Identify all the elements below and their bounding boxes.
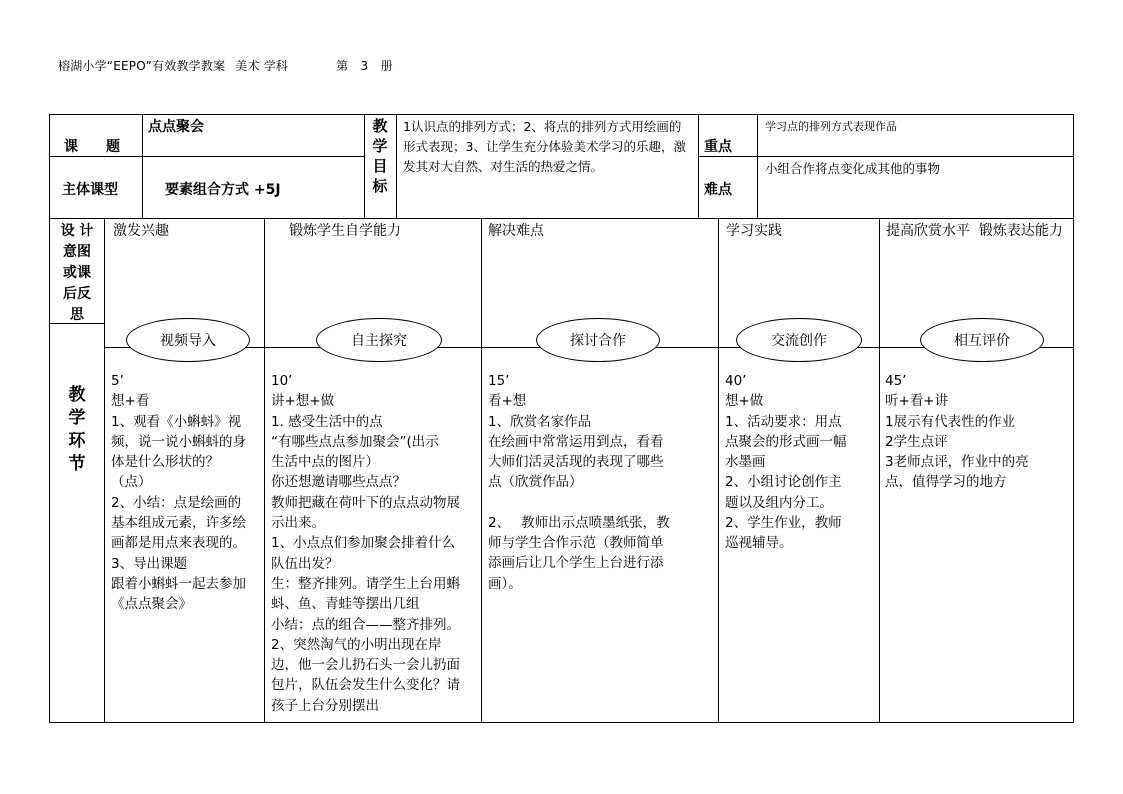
column-line: 题以及组内分工。 [725, 494, 833, 511]
design-label-line: 或课 [63, 265, 91, 281]
column-line: 蚪、鱼、青蛙等摆出几组 [271, 596, 420, 613]
column-line: 水墨画 [725, 454, 766, 471]
column-line: 跟着小蝌蚪一起去参加 [111, 575, 246, 592]
step-name-4: 交流创作 [771, 333, 827, 349]
design-label-line: 意图 [63, 244, 91, 260]
intent-1: 激发兴趣 [113, 223, 169, 239]
column-line: 队伍出发？ [271, 555, 339, 572]
column-line: 2学生点评 [885, 433, 948, 450]
step-column-4 [725, 371, 877, 554]
design-label-line: 设 计 [60, 223, 94, 239]
topic-value: 点点聚会 [148, 119, 204, 135]
steps-label-char: 环 [68, 431, 86, 451]
column-line: 大师们活灵活现的表现了哪些 [488, 454, 664, 471]
column-line: “有哪些点点参加聚会”(出示 [271, 433, 439, 450]
intent-2: 锻炼学生自学能力 [289, 223, 401, 239]
step-name-3: 探讨合作 [570, 333, 626, 349]
column-line: 2、 教师出示点喷墨纸张，教 [488, 514, 670, 531]
goal-label-char: 标 [372, 177, 388, 195]
column-time: 15’ [488, 373, 510, 389]
intent-3: 解决难点 [488, 223, 544, 239]
column-line: 点聚会的形式画一幅 [725, 433, 847, 450]
key-value: 学习点的排列方式表现作品 [765, 120, 897, 133]
column-line: 2、小结：点是绘画的 [111, 494, 242, 511]
column-line: 3老师点评，作业中的亮 [885, 454, 1029, 471]
key-label: 重点 [704, 139, 732, 155]
intent-5: 提高欣赏水平 锻炼表达能力 [886, 223, 1063, 239]
step-ellipse-5 [920, 318, 1044, 362]
column-line: 在绘画中常常运用到点，看看 [488, 433, 664, 450]
column-line: 2、学生作业，教师 [725, 515, 842, 532]
column-line: 点，值得学习的地方 [885, 474, 1007, 491]
goals-text: 1认识点的排列方式；2、将点的排列方式用绘画的形式表现；3、让学生充分体验美术学习的乐趣，激发其对大自然、对生活的热爱之情。 [403, 119, 686, 174]
column-line: 画都是用点来表现的。 [111, 535, 246, 552]
goal-label-char: 学 [372, 137, 388, 155]
column-line: 生活中点的图片） [271, 454, 379, 471]
step-ellipse-4 [736, 318, 862, 362]
column-line: 包片，队伍会发生什么变化？请 [271, 677, 460, 694]
column-line: 1. 感受生活中的点 [271, 413, 383, 430]
goal-label-char: 教 [372, 117, 388, 135]
column-line: 1展示有代表性的作业 [885, 413, 1016, 430]
step-name-1: 视频导入 [160, 333, 216, 349]
column-line: 体是什么形状的？ [111, 454, 219, 471]
step-column-2 [271, 371, 479, 716]
step-column-3 [488, 371, 716, 594]
step-name-2: 自主探究 [351, 333, 407, 349]
column-line: （点） [111, 474, 152, 491]
column-time: 10’ [271, 373, 293, 389]
column-mode: 想+看 [111, 393, 150, 410]
design-label [50, 221, 104, 326]
step-column-5 [885, 371, 1070, 493]
topic-label: 课 题 [64, 139, 120, 155]
step-ellipse-3 [536, 318, 660, 362]
column-mode: 想+做 [725, 393, 764, 410]
column-line [488, 493, 716, 513]
design-label-line: 思 [70, 307, 84, 323]
column-line: 1、活动要求：用点 [725, 413, 842, 430]
column-time: 5’ [111, 373, 124, 389]
column-line: 画）。 [488, 575, 522, 592]
difficulty-label: 难点 [704, 182, 732, 198]
course-type-label: 主体课型 [62, 182, 118, 198]
column-line: 基本组成元素，许多绘 [111, 515, 246, 532]
column-line: 教师把藏在荷叶下的点点动物展 [271, 494, 460, 511]
column-line: 频，说一说小蝌蚪的身 [111, 433, 246, 450]
goal-label [366, 116, 394, 196]
column-line: 《点点聚会》 [111, 596, 192, 613]
step-ellipse-2 [316, 318, 442, 362]
column-line: 3、导出课题 [111, 555, 188, 572]
volume-label: 第 3 册 [336, 59, 393, 73]
column-mode: 讲+想+做 [271, 393, 335, 410]
column-line: 2、突然淘气的小明出现在岸 [271, 636, 442, 653]
column-mode: 听+看+讲 [885, 393, 949, 410]
goal-label-char: 目 [372, 157, 388, 175]
column-line: 1、小点点们参加聚会排着什么 [271, 535, 456, 552]
course-type-value: 要素组合方式 +5J [165, 182, 281, 198]
column-time: 45’ [885, 373, 907, 389]
column-line: 师与学生合作示范（教师简单 [488, 535, 664, 552]
column-line: 2、小组讨论创作主 [725, 474, 842, 491]
steps-label-char: 节 [68, 454, 86, 474]
column-line: 点（欣赏作品） [488, 474, 583, 491]
steps-label-char: 学 [68, 408, 86, 428]
subject-label: 美术 学科 [235, 59, 289, 73]
column-line: 示出来。 [271, 515, 325, 532]
column-line: 1、观看《小蝌蚪》视 [111, 413, 242, 430]
steps-label-char: 教 [68, 385, 86, 405]
column-line: 巡视辅导。 [725, 535, 793, 552]
difficulty-value: 小组合作将点变化成其他的事物 [765, 161, 941, 176]
column-line: 1、欣赏名家作品 [488, 413, 592, 430]
step-ellipse-1 [126, 318, 250, 362]
design-label-line: 后反 [63, 286, 91, 302]
column-mode: 看+想 [488, 393, 527, 410]
steps-label [50, 384, 104, 476]
column-line: 边，他一会儿扔石头一会儿扔面 [271, 657, 460, 674]
column-line: 生：整齐排列。请学生上台用蝌 [271, 575, 460, 592]
column-line: 添画后让几个学生上台进行添 [488, 555, 664, 572]
column-time: 40’ [725, 373, 747, 389]
page-header [58, 57, 399, 74]
step-column-1 [111, 371, 261, 615]
school-title: 榕湖小学“EEPO”有效教学教案 [58, 59, 226, 73]
intent-4: 学习实践 [726, 223, 782, 239]
column-line: 你还想邀请哪些点点？ [271, 474, 406, 491]
column-line: 孩子上台分别摆出 [271, 697, 379, 714]
step-name-5: 相互评价 [954, 333, 1010, 349]
column-line: 小结：点的组合——整齐排列。 [271, 616, 460, 633]
